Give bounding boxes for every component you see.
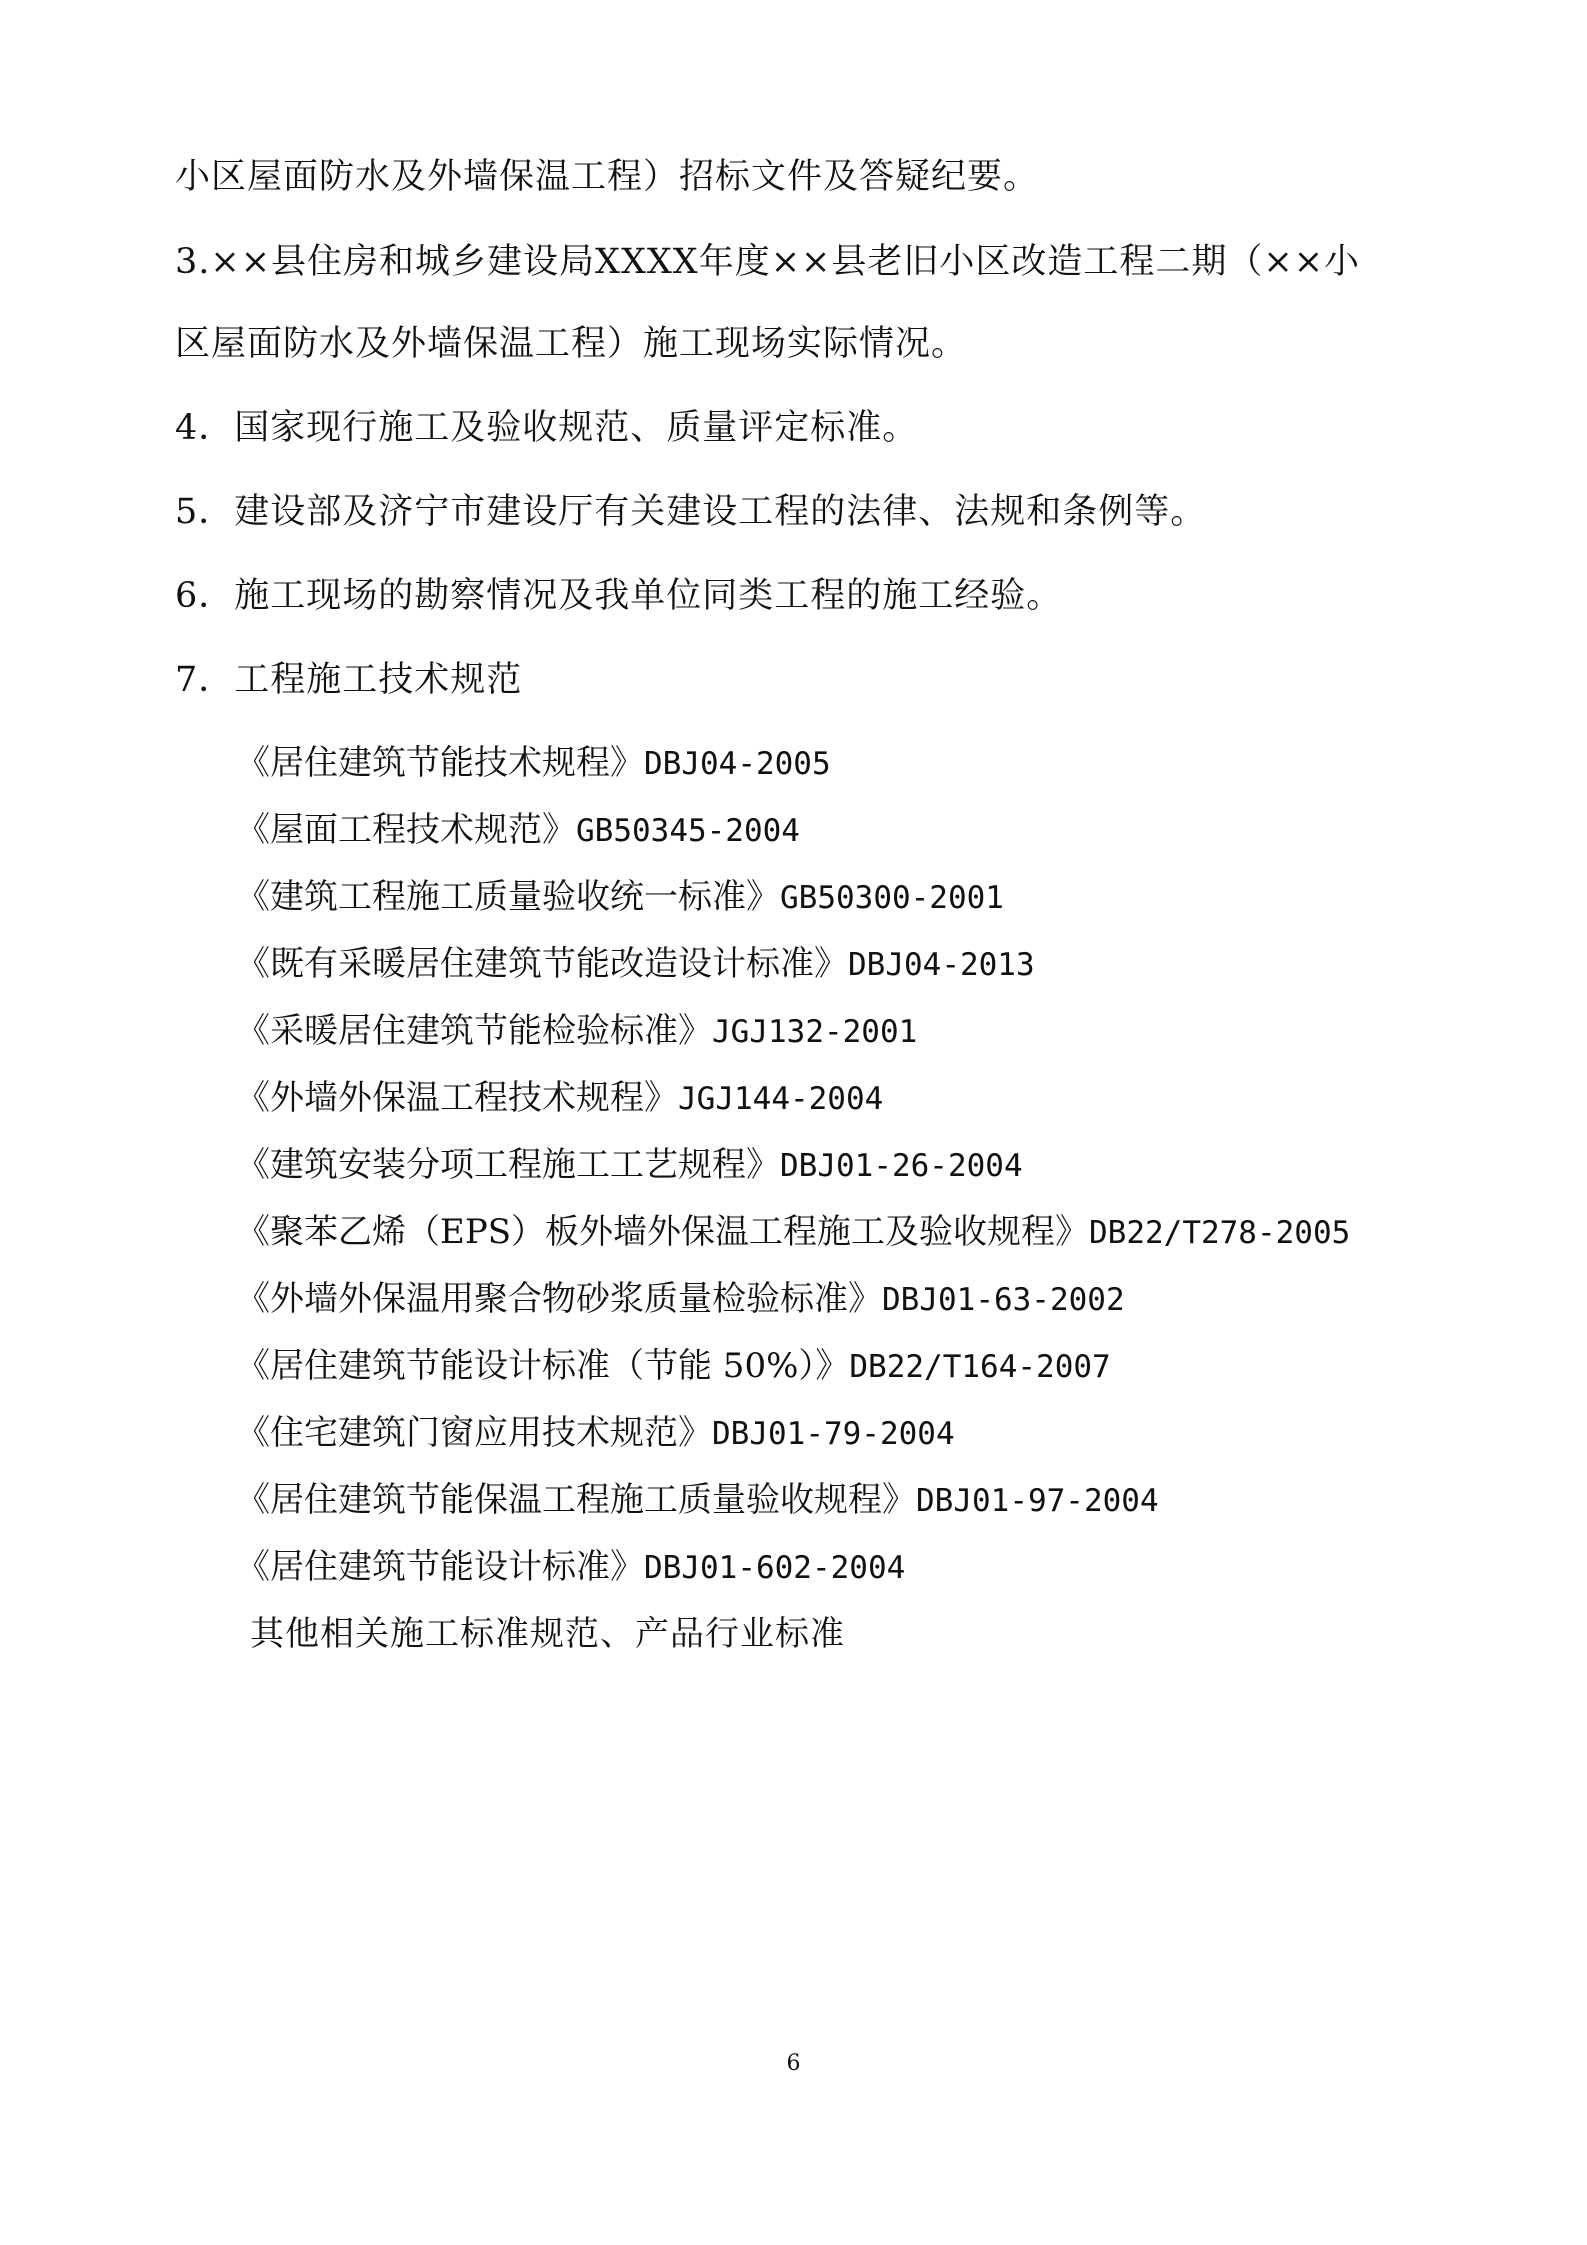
standard-code: GB50345-2004 [576, 813, 800, 849]
standard-name: 《居住建筑节能设计标准（节能 50%）》 [236, 1346, 850, 1386]
standard-item [236, 1278, 1125, 1321]
standard-name: 《聚苯乙烯（EPS）板外墙外保温工程施工及验收规程》 [236, 1212, 1089, 1252]
standard-name: 《采暖居住建筑节能检验标准》 [236, 1011, 712, 1051]
standard-code: DBJ01-97-2004 [916, 1483, 1159, 1519]
standard-item [236, 1412, 955, 1455]
standard-item [236, 1546, 905, 1589]
other-standards-line: 其他相关施工标准规范、产品行业标准 [250, 1614, 845, 1654]
standard-item [236, 1010, 917, 1053]
standard-code: DB22/T164-2007 [849, 1349, 1111, 1385]
standard-code: DB22/T278-2005 [1089, 1215, 1351, 1251]
standard-item [236, 742, 831, 785]
standard-code: JGJ144-2004 [678, 1081, 884, 1117]
standard-code: DBJ04-2013 [848, 947, 1035, 983]
standard-item [236, 1077, 883, 1120]
standard-name: 《屋面工程技术规范》 [236, 810, 576, 850]
paragraph-item-3-continued: 区屋面防水及外墙保温工程）施工现场实际情况。 [175, 324, 968, 364]
standard-item [236, 943, 1035, 986]
standard-name: 《既有采暖居住建筑节能改造设计标准》 [236, 944, 848, 984]
paragraph-continuation: 小区屋面防水及外墙保温工程）招标文件及答疑纪要。 [175, 157, 1040, 197]
paragraph-item-6: 6．施工现场的勘察情况及我单位同类工程的施工经验。 [175, 576, 1063, 616]
standard-code: GB50300-2001 [780, 880, 1004, 916]
standard-name: 《住宅建筑门窗应用技术规范》 [236, 1413, 712, 1453]
standard-item [236, 809, 800, 852]
standard-code: DBJ01-79-2004 [712, 1416, 955, 1452]
standard-code: JGJ132-2001 [712, 1014, 918, 1050]
paragraph-item-5: 5．建设部及济宁市建设厅有关建设工程的法律、法规和条例等。 [175, 492, 1207, 532]
standard-item [236, 1211, 1350, 1254]
standard-item [236, 876, 1004, 919]
paragraph-item-3: 3.××县住房和城乡建设局XXXX年度××县老旧小区改造工程二期（××小 [175, 242, 1361, 282]
paragraph-item-7: 7．工程施工技术规范 [175, 660, 523, 700]
standard-name: 《居住建筑节能保温工程施工质量验收规程》 [236, 1480, 916, 1520]
standard-code: DBJ01-63-2002 [882, 1282, 1125, 1318]
standard-name: 《居住建筑节能设计标准》 [236, 1547, 644, 1587]
page-number: 6 [786, 2051, 801, 2076]
standard-name: 《居住建筑节能技术规程》 [236, 743, 644, 783]
standard-name: 《外墙外保温工程技术规程》 [236, 1078, 678, 1118]
standard-code: DBJ01-602-2004 [644, 1550, 906, 1586]
standard-code: DBJ01-26-2004 [780, 1148, 1023, 1184]
standard-item [236, 1144, 1023, 1187]
standard-code: DBJ04-2005 [644, 746, 831, 782]
standard-name: 《建筑安装分项工程施工工艺规程》 [236, 1145, 780, 1185]
standard-name: 《建筑工程施工质量验收统一标准》 [236, 877, 780, 917]
paragraph-item-4: 4．国家现行施工及验收规范、质量评定标准。 [175, 408, 919, 448]
standard-name: 《外墙外保温用聚合物砂浆质量检验标准》 [236, 1279, 882, 1319]
standard-item [236, 1345, 1111, 1388]
standard-item [236, 1479, 1159, 1522]
